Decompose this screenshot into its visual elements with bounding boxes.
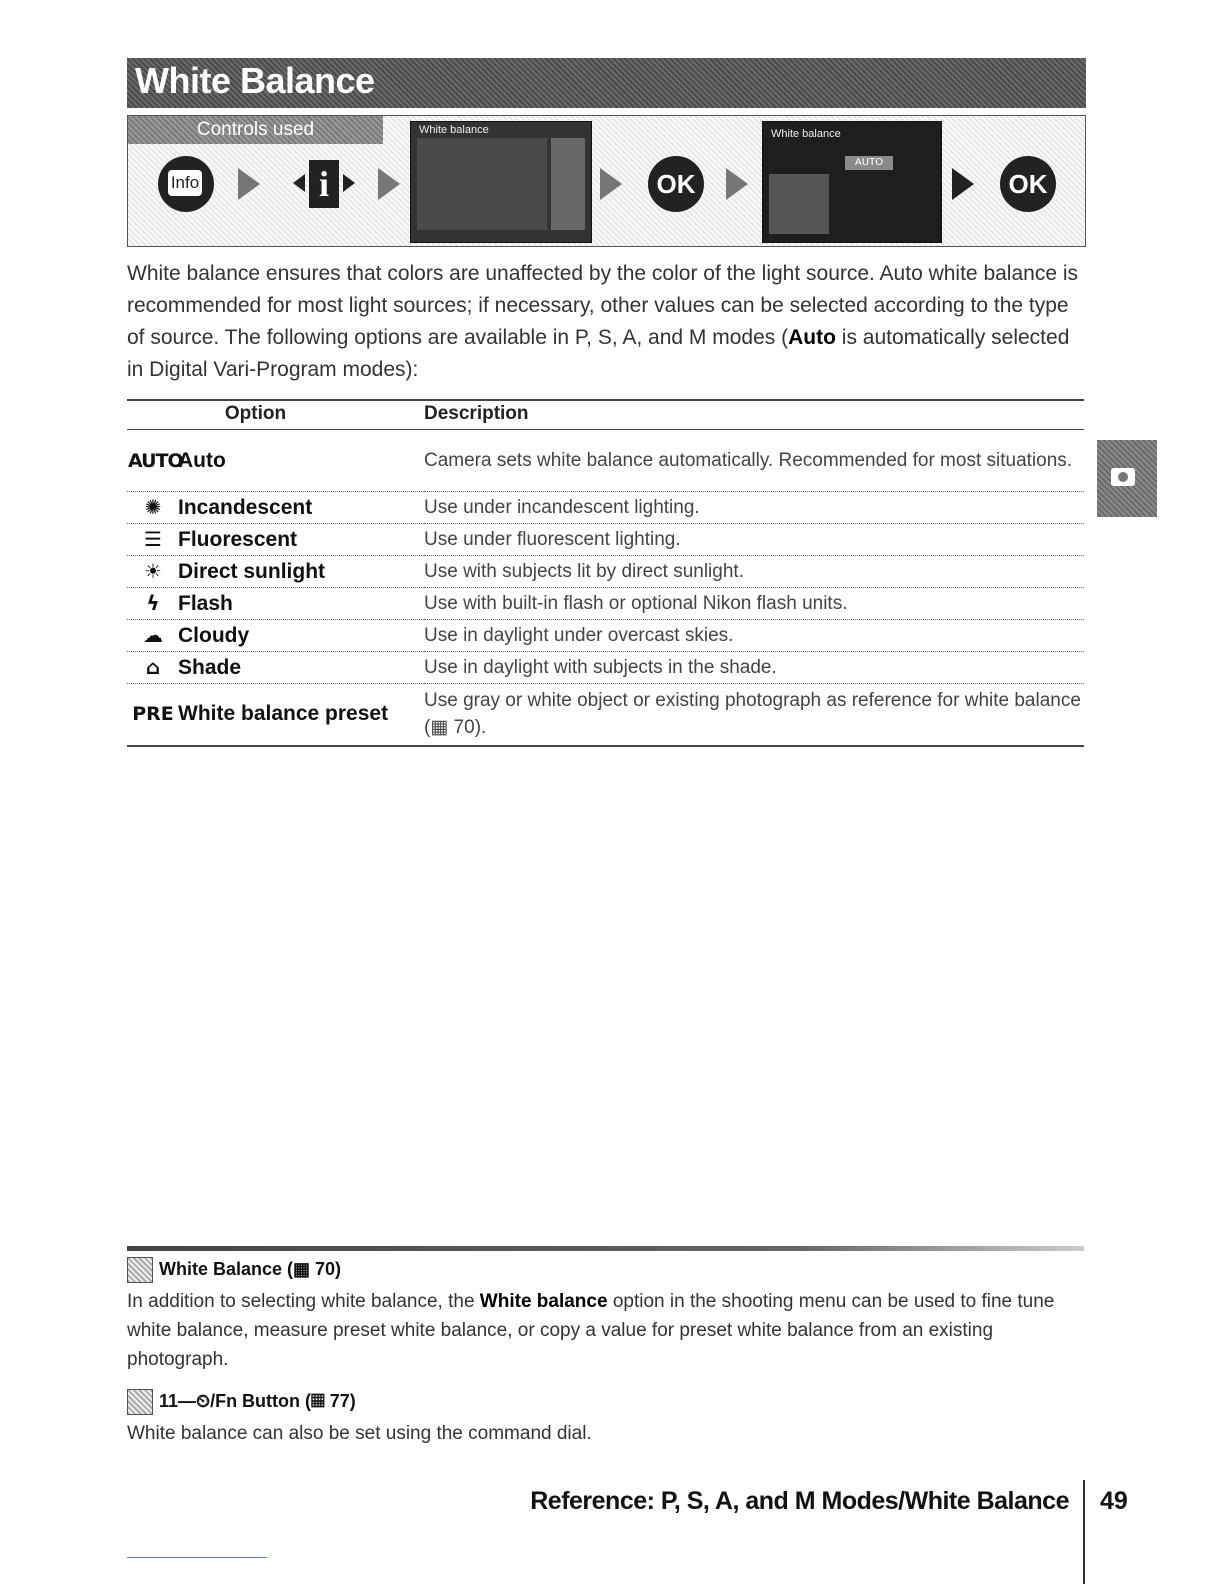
table-row [127,684,1084,746]
screen-2-caption: White balance [771,128,841,140]
description-cell: Use gray or white object or existing photograph as reference for white balance (▦ 70). [424,684,1084,746]
white-balance-table [127,399,1084,747]
arrow-icon [378,168,400,200]
arrow-icon [952,168,974,200]
ok-button-icon [648,156,704,212]
note-heading-white-balance [127,1257,341,1283]
screen-2-selected: AUTO [845,156,893,170]
option-label: Incandescent [178,496,313,519]
table-header-row [127,400,1084,430]
description-cell: Use under fluorescent lighting. [424,524,1084,556]
note-heading-text: White Balance (▦ 70) [159,1258,342,1279]
controls-strip [127,115,1086,247]
bottom-rule [127,1557,267,1558]
ok-label: OK [1008,169,1048,199]
table-row [127,588,1084,620]
auto-icon: AUTO [128,449,183,472]
footer-divider [1083,1480,1085,1584]
description-cell: Use under incandescent lighting. [424,492,1084,524]
option-label: Flash [178,592,233,615]
note-paragraph-white-balance [127,1287,1084,1374]
ok-label: OK [656,169,696,199]
cloudy-icon: ☁ [143,623,163,647]
option-cell [127,652,424,684]
option-label: Cloudy [178,624,250,647]
option-cell [127,524,424,556]
menu-icon [127,1257,153,1283]
camera-icon [1111,468,1135,486]
flash-icon: ϟ [146,591,160,615]
note-text: In addition to selecting white balance, the [127,1291,480,1312]
screen-1-caption: White balance [419,124,489,136]
fluorescent-icon: ☰ [144,527,162,551]
title-banner [127,58,1086,108]
intro-text: White balance ensures that colors are unaffected by the color of the light source. Auto white balance is recommended for most light sources; if necessary, other values can be selected according to the type of source. The following options are available in P, S, A, and M modes ( [127,262,1079,349]
intro-bold: Auto [788,326,836,349]
footer-title: Reference: P, S, A, and M Modes/White Balance [530,1487,1069,1515]
screen-2-thumbnail [762,121,942,243]
i-label: i [309,160,339,208]
ok-button-icon [1000,156,1056,212]
note-heading-text: 11—⏲/Fn Button (▦ 77) [159,1390,356,1411]
notes-divider [127,1246,1084,1251]
description-cell: Use in daylight under overcast skies. [424,620,1084,652]
note-text-end: option in the shooting menu can be used to fine tune white balance, measure preset white balance, or copy a value for preset white balance from an existing photograph. [127,1291,1055,1370]
page-title: White Balance [135,60,375,101]
table-row [127,430,1084,492]
page-number: 49 [1100,1487,1128,1515]
i-button-icon [293,156,355,212]
arrow-icon [600,168,622,200]
table-row [127,524,1084,556]
shade-icon: ⌂ [145,655,161,679]
option-label: Direct sunlight [178,560,326,583]
option-label: Shade [178,656,242,679]
table-row [127,620,1084,652]
note-paragraph-fn-button: White balance can also be set using the command dial. [127,1423,592,1444]
table-row [127,492,1084,524]
option-label: Fluorescent [178,528,298,551]
screen-1-thumbnail [410,121,592,243]
intro-paragraph [127,258,1084,386]
note-heading-fn-button [127,1389,356,1415]
option-cell [127,430,424,492]
table-row [127,556,1084,588]
incandescent-icon: ✺ [144,495,162,519]
description-cell: Camera sets white balance automatically. Recommended for most situations. [424,430,1084,492]
option-cell [127,684,424,746]
option-cell [127,556,424,588]
info-button-icon [158,156,214,212]
intro-text-end: is automatically selected in Digital Vari-Program modes): [127,326,1070,381]
arrow-icon [726,168,748,200]
description-cell: Use with subjects lit by direct sunlight. [424,556,1084,588]
option-label: Auto [178,448,226,472]
arrow-icon [238,168,260,200]
option-label: White balance preset [178,702,389,726]
table-row [127,652,1084,684]
controls-label: Controls used [128,116,383,144]
note-bold: White balance [479,1291,608,1312]
description-cell: Use in daylight with subjects in the shade. [424,652,1084,684]
option-header: Option [127,400,424,430]
description-cell: Use with built-in flash or optional Nikon flash units. [424,588,1084,620]
preset-icon: PRE [132,703,174,726]
description-header: Description [424,400,1084,430]
info-label: Info [168,170,202,196]
custom-setting-icon [127,1389,153,1415]
direct-sunlight-icon: ☀ [144,559,162,583]
option-cell [127,620,424,652]
shooting-section-tab [1097,440,1157,517]
option-cell [127,492,424,524]
option-cell [127,588,424,620]
